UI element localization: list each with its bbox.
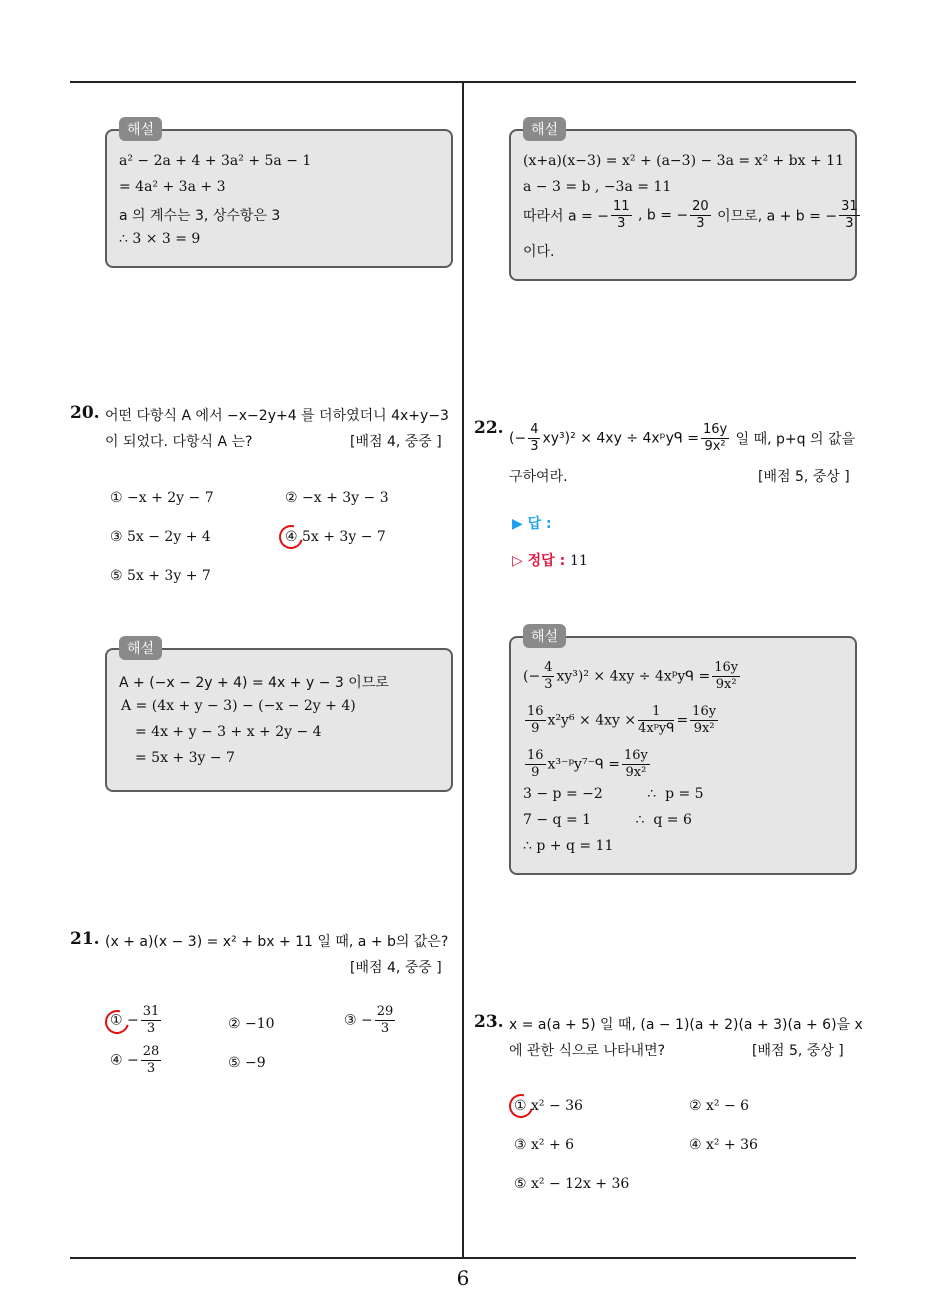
denominator: 9	[531, 721, 540, 736]
solution-line: ∴ p + q = 11	[523, 838, 614, 854]
denominator: 9	[531, 765, 540, 780]
solution-line: 3 − p = −2 ∴ p = 5	[523, 786, 704, 802]
numerator: 20	[692, 199, 709, 214]
solution-box-21	[509, 122, 858, 281]
text: 이므로, a + b = −	[717, 208, 838, 225]
option-2[interactable]: ② −10	[228, 1016, 275, 1032]
denominator: 9x²	[704, 439, 726, 454]
option-5[interactable]: ⑤ 5x + 3y + 7	[110, 568, 211, 584]
option-marker: ①	[110, 1012, 123, 1029]
denominator: 3	[380, 1021, 390, 1036]
correct-answer-label	[512, 550, 588, 570]
solution-line	[523, 748, 652, 781]
numerator: 16y	[623, 748, 648, 763]
fraction	[611, 199, 632, 232]
column-divider	[462, 82, 464, 1258]
denominator: 3	[617, 216, 626, 231]
option-marker: ③	[344, 1012, 357, 1029]
solution-line: = 4a² + 3a + 3	[119, 179, 226, 195]
numerator: 4	[544, 660, 553, 675]
denominator: 3	[146, 1021, 156, 1036]
text: 따라서 a = −	[523, 208, 609, 225]
expr: x²y⁶ × 4xy ×	[547, 712, 637, 729]
option-1[interactable]: ① −x + 2y − 7	[110, 490, 214, 506]
option-3[interactable]: ③ x² + 6	[514, 1137, 575, 1153]
fraction	[141, 1044, 162, 1077]
denominator: 9x²	[715, 677, 737, 692]
fraction	[375, 1004, 396, 1037]
expr: xy³)² × 4xy ÷ 4xᵖyᑫ =	[542, 430, 699, 447]
correct-label-text: ▷ 정답 :	[512, 553, 566, 569]
denominator: 4xᵖyᑫ	[638, 721, 675, 736]
expr: (−	[509, 430, 527, 447]
answer-label-text: ▶ 답 :	[512, 516, 552, 532]
expr: 일 때, p+q 의 값을	[735, 431, 856, 448]
option-4[interactable]	[110, 1044, 163, 1077]
option-2[interactable]: ② −x + 3y − 3	[285, 490, 389, 506]
question-text: 에 관한 식으로 나타내면?	[509, 1043, 666, 1059]
solution-line: = 4x + y − 3 + x + 2y − 4	[135, 724, 322, 740]
solution-tag: 해설	[119, 636, 162, 660]
question-text: 어떤 다항식 A 에서 −x−2y+4 를 더하였더니 4x+y−3	[105, 408, 449, 424]
solution-line: a 의 계수는 3, 상수항은 3	[119, 208, 281, 224]
numerator: 31	[142, 1004, 160, 1019]
numerator: 16y	[714, 660, 739, 675]
expr: (−	[523, 668, 541, 685]
question-number-22: 22.	[474, 418, 504, 438]
solution-box-22	[509, 629, 857, 875]
minus-sign: −	[127, 1052, 139, 1069]
bottom-rule	[70, 1257, 856, 1259]
denominator: 3	[696, 216, 705, 231]
correct-answer-value: 11	[570, 553, 588, 569]
solution-line	[523, 199, 862, 232]
question-number-21: 21.	[70, 929, 100, 949]
denominator: 3	[146, 1061, 156, 1076]
question-text: 구하여라.	[509, 469, 568, 485]
solution-tag: 해설	[119, 117, 162, 141]
question-text: x = a(a + 5) 일 때, (a − 1)(a + 2)(a + 3)(a + 6)을 x	[509, 1017, 863, 1033]
solution-tag: 해설	[523, 117, 566, 141]
solution-line: (x+a)(x−3) = x² + (a−3) − 3a = x² + bx + 11	[523, 153, 844, 169]
numerator: 16	[527, 748, 544, 763]
option-marker: ④	[110, 1052, 123, 1069]
score-label: [배점 4, 중중 ]	[350, 434, 442, 450]
denominator: 3	[530, 439, 539, 454]
numerator: 1	[638, 704, 674, 721]
question-text: 이 되었다. 다항식 A 는?	[105, 434, 253, 450]
solution-line: ∴ 3 × 3 = 9	[119, 231, 201, 247]
fraction	[690, 199, 711, 232]
question-number-20: 20.	[70, 403, 100, 423]
text: , b = −	[637, 207, 689, 224]
score-label: [배점 5, 중상 ]	[752, 1043, 844, 1059]
question-text: (x + a)(x − 3) = x² + bx + 11 일 때, a + b의 값은?	[105, 934, 449, 950]
numerator: 16y	[702, 422, 728, 437]
solution-line: = 5x + 3y − 7	[135, 750, 235, 766]
fraction	[690, 704, 718, 737]
numerator: 31	[841, 199, 858, 214]
solution-line: 이다.	[523, 244, 555, 260]
expr: x³⁻ᵖy⁷⁻ᑫ =	[547, 756, 620, 773]
numerator: 29	[376, 1004, 394, 1019]
option-1[interactable]: ① x² − 36	[514, 1098, 583, 1114]
fraction	[839, 199, 860, 232]
page-number: 6	[456, 1266, 470, 1290]
score-label: [배점 4, 중중 ]	[350, 960, 442, 976]
option-4[interactable]: ④ 5x + 3y − 7	[285, 529, 386, 545]
fraction	[525, 704, 546, 737]
denominator: 3	[544, 677, 553, 692]
numerator: 16	[527, 704, 544, 719]
numerator: 4	[530, 422, 539, 437]
numerator: 16y	[692, 704, 717, 719]
expr: =	[676, 712, 689, 729]
option-3[interactable]: ③ 5x − 2y + 4	[110, 529, 211, 545]
question-number-23: 23.	[474, 1012, 504, 1032]
option-4[interactable]: ④ x² + 36	[689, 1137, 758, 1153]
option-1[interactable]	[110, 1004, 163, 1037]
numerator: 28	[142, 1044, 160, 1059]
fraction	[528, 422, 540, 455]
fraction	[701, 422, 729, 455]
denominator: 9x²	[625, 765, 647, 780]
fraction	[622, 748, 650, 781]
fraction	[141, 1004, 162, 1037]
option-2[interactable]: ② x² − 6	[689, 1098, 750, 1114]
minus-sign: −	[127, 1012, 139, 1029]
solution-box-19	[105, 122, 453, 268]
option-3[interactable]	[344, 1004, 397, 1037]
answer-label	[512, 513, 552, 533]
fraction	[542, 660, 554, 693]
fraction	[712, 660, 740, 693]
option-5[interactable]: ⑤ x² − 12x + 36	[514, 1176, 630, 1192]
fraction	[638, 704, 674, 737]
solution-line: a² − 2a + 4 + 3a² + 5a − 1	[119, 153, 312, 169]
denominator: 3	[845, 216, 854, 231]
minus-sign: −	[361, 1012, 373, 1029]
denominator: 9x²	[693, 721, 715, 736]
solution-tag: 해설	[523, 624, 566, 648]
score-label: [배점 5, 중상 ]	[758, 469, 850, 485]
option-5[interactable]: ⑤ −9	[228, 1055, 266, 1071]
solution-line	[523, 660, 742, 693]
fraction	[525, 748, 546, 781]
numerator: 11	[612, 199, 630, 214]
expr: xy³)² × 4xy ÷ 4xᵖyᑫ =	[556, 668, 711, 685]
solution-line	[523, 704, 720, 737]
question-text	[509, 422, 855, 455]
solution-line: 7 − q = 1 ∴ q = 6	[523, 812, 692, 828]
solution-line: a − 3 = b , −3a = 11	[523, 179, 672, 195]
solution-line: A + (−x − 2y + 4) = 4x + y − 3 이므로	[119, 675, 389, 691]
solution-line: A = (4x + y − 3) − (−x − 2y + 4)	[121, 698, 356, 714]
solution-box-20	[105, 641, 453, 792]
